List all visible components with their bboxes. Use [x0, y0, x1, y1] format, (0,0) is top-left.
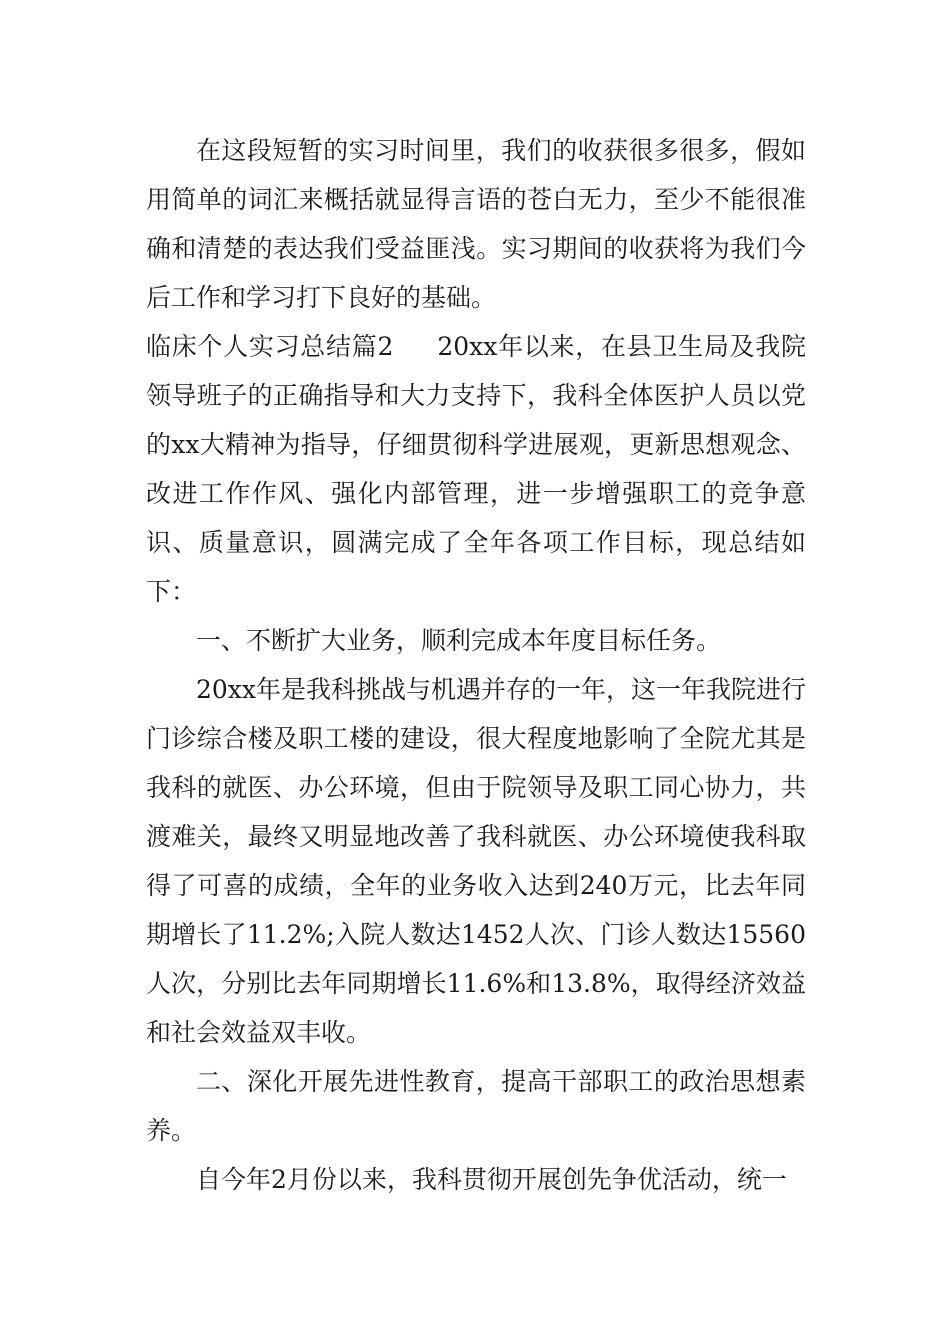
- paragraph-5: 二、深化开展先进性教育，提高干部职工的政治思想素养。: [146, 1067, 806, 1145]
- paragraph-1: 在这段短暂的实习时间里，我们的收获很多很多，假如用简单的词汇来概括就显得言语的苍白无力，至少不能很准确和清楚的表达我们受益匪浅。实习期间的收获将为我们今后工作和学习打下良好的基础。: [146, 136, 806, 312]
- paragraph-3: 一、不断扩大业务，顺利完成本年度目标任务。: [196, 626, 722, 655]
- paragraph-4: 20xx年是我科挑战与机遇并存的一年，这一年我院进行门诊综合楼及职工楼的建设，很大程度地影响了全院尤其是我科的就医、办公环境，但由于院领导及职工同心协力，共渡难关，最终又明显地改善了我科就医、办公环境使我科取得了可喜的成绩，全年的业务收入达到240万元，比去年同期增长了11.2%;入院人数达1452人次、门诊人数达15560人次，分别比去年同期增长11.6%和13.8%，取得经济效益和社会效益双丰收。: [146, 675, 807, 1047]
- paragraph-2-text: 20xx年以来，在县卫生局及我院领导班子的正确指导和大力支持下，我科全体医护人员以党的xx大精神为指导，仔细贯彻科学进展观，更新思想观念、改进工作作风、强化内部管理，进一步增强职工的竞争意识、质量意识，圆满完成了全年各项工作目标，现总结如下：: [146, 332, 806, 606]
- section-title: 临床个人实习总结篇2: [146, 332, 394, 361]
- paragraph-6: 自今年2月份以来，我科贯彻开展创先争优活动，统一: [196, 1165, 787, 1194]
- document-body: [146, 126, 806, 1204]
- paragraph-2: [146, 322, 806, 616]
